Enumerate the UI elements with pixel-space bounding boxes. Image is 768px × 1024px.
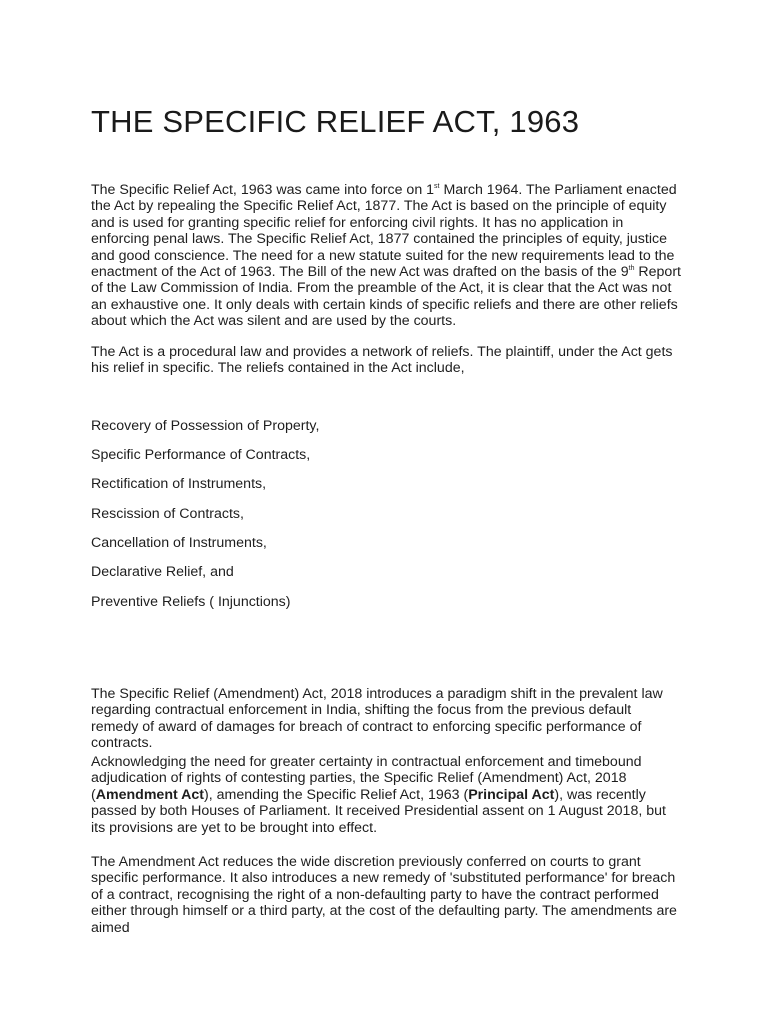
relief-item: Preventive Reliefs ( Injunctions)	[91, 594, 291, 610]
intro-paragraph	[91, 182, 681, 330]
intro-superscript-th: th	[628, 265, 635, 273]
intro-superscript-st: st	[434, 183, 440, 190]
relief-item: Rescission of Contracts,	[91, 506, 244, 522]
relief-item: Rectification of Instruments,	[91, 476, 267, 492]
relief-item: Cancellation of Instruments,	[91, 535, 267, 551]
intro-text-c: Report of the Law Commission of India. From the preamble of the Act, it is clear that the Act was not an exhaustive one. It only deals with certain kinds of specific reliefs and there are other reliefs about which the Act was silent and are used by the courts.	[91, 264, 681, 330]
document-title: THE SPECIFIC RELIEF ACT, 1963	[91, 104, 580, 139]
relief-item: Specific Performance of Contracts,	[91, 447, 311, 463]
amendment-act-term: Amendment Act	[95, 786, 204, 803]
procedural-paragraph: The Act is a procedural law and provides a network of reliefs. The plaintiff, under the Act gets his relief in specific. The reliefs contained in the Act include,	[91, 344, 673, 377]
ack-text-b: ), amending the Specific Relief Act, 1963 (	[204, 786, 469, 803]
relief-item: Declarative Relief, and	[91, 564, 234, 580]
ack-text-c: ), was recently passed by both Houses of Parliament. It received Presidential assent on 1 August 2018, but its provisions are yet to be brought into effect.	[91, 786, 666, 836]
intro-text-a: The Specific Relief Act, 1963 was came into force on 1	[91, 182, 435, 198]
discretion-paragraph: The Amendment Act reduces the wide discretion previously conferred on courts to grant specific performance. It also introduces a new remedy of 'substituted performance' for breach of a contract, recognising the right of a non-defaulting party to have the contract performed either through himself or a third party, at the cost of the defaulting party. The amendments are aimed	[91, 854, 677, 936]
acknowledging-paragraph	[91, 754, 681, 836]
intro-text-b: March 1964. The Parliament enacted the Act by repealing the Specific Relief Act, 1877. The Act is based on the principle of equity and is used for granting specific relief for enforcing civil rights. It has no application in enforcing penal laws. The Specific Relief Act, 1877 contained the principles of equity, justice and good conscience. The need for a new statute suited for the new requirements lead to the enactment of the Act of 1963. The Bill of the new Act was drafted on the basis of the 9	[91, 182, 677, 281]
ack-text-a: Acknowledging the need for greater certainty in contractual enforcement and timebound adjudication of rights of contesting parties, the Specific Relief (Amendment) Act, 2018 (	[91, 754, 642, 803]
principal-act-term: Principal Act	[468, 786, 555, 803]
relief-item: Recovery of Possession of Property,	[91, 418, 320, 434]
amendment-paragraph: The Specific Relief (Amendment) Act, 2018 introduces a paradigm shift in the prevalent law regarding contractual enforcement in India, shifting the focus from the previous default remedy of award of damages for breach of contract to enforcing specific performance of contracts.	[91, 686, 663, 752]
